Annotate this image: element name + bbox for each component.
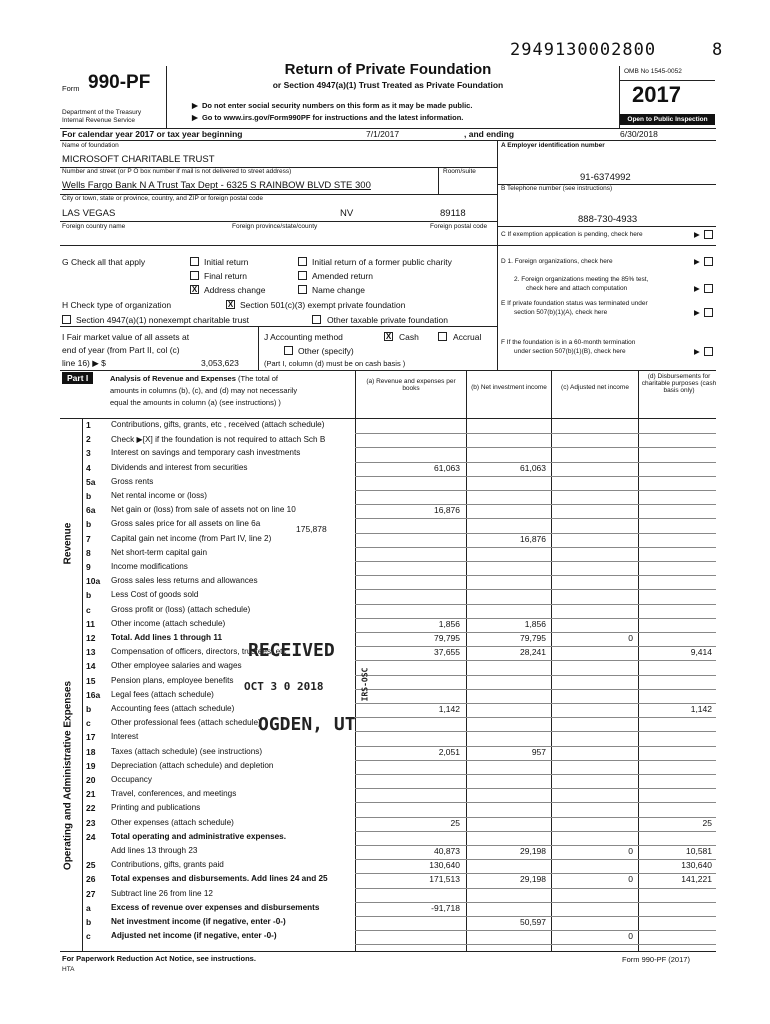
line-col-d-value: 1,142 [690, 704, 712, 714]
exemption-pending-label: C If exemption application is pending, check here [501, 231, 643, 238]
line-col-d-value: 25 [702, 817, 712, 828]
col-c-header: (c) Adjusted net income [561, 384, 629, 391]
foreign-country-label: Foreign country name [62, 223, 126, 230]
dln-suffix: 8 [712, 40, 723, 60]
h-other-checkbox[interactable] [312, 315, 321, 324]
line-number: c [86, 604, 91, 615]
revenue-side-label: Revenue [62, 522, 74, 565]
line-number: 9 [86, 562, 91, 572]
address-change-checkbox[interactable]: X [191, 285, 198, 294]
line-number: 4 [86, 462, 91, 473]
i-line2: end of year (from Part II, col (c) [62, 345, 180, 355]
row-rule [355, 518, 716, 519]
line-number: 15 [86, 675, 96, 686]
line-number: 5a [86, 476, 96, 487]
i-line1: I Fair market value of all assets at [62, 332, 190, 342]
h-501c3-label: Section 501(c)(3) exempt private foundation [240, 300, 406, 310]
line-col-a-value: 1,142 [438, 704, 460, 714]
row-rule [355, 888, 716, 889]
line-label: Check ▶[X] if the foundation is not required to attach Sch B [111, 435, 326, 445]
public-inspection-badge: Open to Public Inspection [620, 114, 715, 125]
row-rule [355, 731, 716, 732]
street-label: Number and street (or P O box number if mail is not delivered to street address) [62, 168, 292, 175]
part1-desc3: equal the amounts in column (a) (see instructions) ) [110, 398, 281, 407]
line-number: 26 [86, 874, 96, 885]
line-col-d-value: 141,221 [681, 874, 712, 885]
line-label: Other professional fees (attach schedule) [111, 718, 261, 728]
d2-checkbox[interactable] [704, 284, 713, 293]
dept-label: Department of the Treasury [62, 109, 142, 116]
row-rule [355, 490, 716, 491]
line-number: b [86, 491, 92, 501]
line-number: 12 [86, 633, 96, 643]
line-number: c [86, 718, 91, 729]
e-label-line1: E If private foundation status was terminated under [501, 300, 648, 307]
line-col-a-value: 37,655 [434, 647, 460, 658]
form-title: Return of Private Foundation [284, 61, 492, 78]
line-number: 24 [86, 831, 96, 842]
exemption-pending-checkbox[interactable] [704, 230, 713, 239]
street-address: Wells Fargo Bank N A Trust Tax Dept - 6325 S RAINBOW BLVD STE 300 [62, 180, 371, 191]
line-number: 2 [86, 434, 91, 445]
row-rule [355, 575, 716, 576]
line-label: Gross sales price for all assets on line 6a [111, 519, 261, 529]
line-col-b-value: 957 [531, 746, 546, 757]
line-number: 1 [86, 420, 91, 430]
row-rule [355, 774, 716, 775]
room-suite-label: Room/suite [443, 168, 476, 175]
h-label: H Check type of organization [62, 300, 172, 310]
line-label: Taxes (attach schedule) (see instructions) [111, 746, 263, 756]
row-rule [355, 447, 716, 448]
col-d-header: (d) Disbursements for charitable purposes (cash basis only) [641, 373, 717, 394]
row-rule [355, 604, 716, 605]
goto-notice: ▶ Go to www.irs.gov/Form990PF for instructions and the latest information. [192, 113, 464, 122]
arrow-icon: ▶ [694, 347, 700, 356]
arrow-icon: ▶ [694, 230, 700, 239]
line-label: Interest on savings and temporary cash investments [111, 448, 301, 458]
line-label: Compensation of officers, directors, trustees, etc [111, 647, 287, 657]
line-number: 10a [86, 576, 101, 587]
line-col-a-value: -91,718 [431, 902, 460, 913]
line-col-d-value: 130,640 [681, 860, 712, 871]
line-label: Net rental income or (loss) [111, 491, 208, 500]
line-label: Accounting fees (attach schedule) [111, 704, 235, 713]
line-col-b-value: 79,795 [520, 633, 546, 643]
line-col-b-value: 50,597 [520, 917, 546, 927]
d1-label: D 1. Foreign organizations, check here [501, 258, 613, 265]
initial-former-checkbox[interactable] [298, 257, 307, 266]
line-col-a-value: 1,856 [438, 618, 460, 629]
line-number: 14 [86, 661, 96, 672]
line-col-c-value: 0 [628, 874, 633, 885]
accrual-label: Accrual [453, 332, 482, 342]
row-rule [355, 930, 716, 931]
amended-return-label: Amended return [312, 271, 373, 281]
line-label: Contributions, gifts, grants paid [111, 860, 224, 870]
row-rule [355, 689, 716, 690]
f-label-line1: F If the foundation is in a 60-month termination [501, 339, 636, 346]
line-label: Add lines 13 through 23 [111, 846, 198, 855]
line-label: Gross rents [111, 476, 154, 486]
line-col-c-value: 0 [628, 846, 633, 856]
line-label: Net gain or (loss) from sale of assets not on line 10 [111, 505, 296, 515]
line-number: 27 [86, 888, 96, 899]
line-label: Total. Add lines 1 through 11 [111, 633, 222, 642]
line-number: c [86, 931, 91, 942]
irs-label: Internal Revenue Service [62, 117, 135, 124]
amended-return-checkbox[interactable] [298, 271, 307, 280]
arrow-icon: ▶ [694, 308, 700, 317]
address-change-label: Address change [204, 285, 266, 295]
calendar-year-label: For calendar year 2017 or tax year beginning [62, 129, 243, 139]
col-b-header: (b) Net investment income [471, 384, 547, 391]
cash-basis-note: (Part I, column (d) must be on cash basis ) [264, 359, 406, 368]
final-return-label: Final return [204, 271, 247, 281]
tax-year-end: 6/30/2018 [620, 129, 658, 139]
d2-label-line2: check here and attach computation [526, 285, 628, 292]
city-label: City or town, state or province, country, and ZIP or foreign postal code [62, 195, 263, 202]
part1-desc2: amounts in columns (b), (c), and (d) may not necessarily [110, 386, 298, 395]
line-col-a-value: 16,876 [434, 505, 460, 516]
line-col-c-value: 0 [628, 931, 633, 942]
line-number: 3 [86, 448, 91, 459]
line-number: 18 [86, 746, 96, 757]
ein-value: 91-6374992 [580, 172, 631, 183]
row-rule [355, 476, 716, 477]
ein-label: A Employer identification number [501, 142, 605, 149]
form-number: 990-PF [88, 72, 151, 93]
line-number: b [86, 519, 92, 530]
cash-label: Cash [399, 332, 419, 342]
h-4947-checkbox[interactable] [62, 315, 71, 324]
part1-title: Analysis of Revenue and Expenses (The total of [110, 374, 279, 383]
col-a-header: (a) Revenue and expenses per books [366, 378, 456, 392]
fmv-assets-value: 3,053,623 [201, 358, 239, 368]
city: LAS VEGAS [62, 208, 116, 219]
line-number: 19 [86, 760, 96, 771]
zip-code: 89118 [440, 208, 466, 219]
omb-number: OMB No 1545-0052 [624, 68, 682, 75]
line-label: Capital gain net income (from Part IV, line 2) [111, 533, 272, 543]
line-number: 25 [86, 860, 96, 871]
line-col-a-value: 61,063 [434, 462, 460, 473]
line-label: Travel, conferences, and meetings [111, 789, 237, 799]
e-checkbox[interactable] [704, 308, 713, 317]
name-change-label: Name change [312, 285, 365, 295]
line-col-a-value: 130,640 [429, 860, 460, 871]
line-col-b-value: 16,876 [520, 533, 546, 544]
line-col-a-value: 40,873 [434, 846, 460, 856]
initial-return-label: Initial return [204, 257, 249, 267]
line-col-a-value: 25 [450, 817, 460, 828]
line-number: b [86, 917, 92, 927]
foundation-name-label: Name of foundation [62, 142, 119, 149]
line-number: b [86, 590, 92, 601]
line-label: Total expenses and disbursements. Add lines 24 and 25 [111, 874, 328, 884]
phone-label: B Telephone number (see instructions) [501, 185, 613, 192]
line-number: 21 [86, 789, 96, 800]
line-number: 22 [86, 803, 96, 814]
line-label: Legal fees (attach schedule) [111, 689, 214, 699]
arrow-icon: ▶ [694, 257, 700, 266]
line-label: Other expenses (attach schedule) [111, 817, 234, 827]
line-label: Contributions, gifts, grants, etc , received (attach schedule) [111, 420, 325, 429]
line-label: Net short-term capital gain [111, 547, 208, 557]
tax-year-begin: 7/1/2017 [366, 129, 400, 139]
tax-year: 2017 [632, 82, 681, 107]
state: NV [340, 208, 354, 219]
line-col-a-value: 171,513 [429, 874, 460, 885]
foreign-postal-label: Foreign postal code [430, 223, 488, 230]
line-number: 16a [86, 689, 101, 700]
name-change-checkbox[interactable] [298, 285, 307, 294]
row-rule [355, 504, 716, 505]
line-label: Other employee salaries and wages [111, 661, 242, 671]
line-label: Net investment income (if negative, enter -0-) [111, 917, 286, 926]
line-number: 8 [86, 547, 91, 558]
expenses-side-label: Operating and Administrative Expenses [62, 680, 74, 871]
accrual-checkbox[interactable] [438, 332, 447, 341]
i-line3: line 16) ▶ $ [62, 358, 106, 368]
line-col-b-value: 29,198 [520, 846, 546, 856]
line-label: Gross sales less returns and allowances [111, 576, 258, 586]
foundation-name: MICROSOFT CHARITABLE TRUST [62, 154, 215, 165]
other-method-checkbox[interactable] [284, 346, 293, 355]
line-col-d-value: 9,414 [690, 647, 712, 658]
line-label: Less Cost of goods sold [111, 590, 199, 600]
line-number: b [86, 704, 92, 714]
line-label: Total operating and administrative expenses. [111, 831, 287, 841]
phone-value: 888-730-4933 [578, 214, 638, 225]
row-rule [355, 831, 716, 832]
arrow-icon: ▶ [694, 284, 700, 293]
row-rule [355, 561, 716, 562]
j-label: J Accounting method [264, 332, 343, 342]
line-label: Dividends and interest from securities [111, 462, 248, 472]
form-subtitle: or Section 4947(a)(1) Trust Treated as Private Foundation [272, 80, 504, 90]
row-rule [355, 944, 716, 945]
f-label-line2: under section 507(b)(1)(B), check here [514, 348, 626, 355]
part1-tag: Part I [62, 372, 93, 384]
line-number: 6a [86, 505, 96, 516]
row-rule [355, 859, 716, 860]
e-label-line2: section 507(b)(1)(A), check here [514, 309, 608, 316]
h-other-label: Other taxable private foundation [327, 315, 448, 325]
line-label: Subtract line 26 from line 12 [111, 888, 213, 898]
line-label: Gross profit or (loss) (attach schedule) [111, 604, 251, 614]
h-4947-label: Section 4947(a)(1) nonexempt charitable trust [76, 315, 249, 325]
h-501c3-checkbox[interactable]: X [227, 300, 234, 309]
line-label: Interest [111, 732, 139, 742]
row-rule [355, 902, 716, 903]
row-rule [355, 433, 716, 434]
row-rule [355, 547, 716, 548]
line-label: Income modifications [111, 562, 188, 571]
row-rule [355, 788, 716, 789]
line-col-b-value: 61,063 [520, 462, 546, 473]
line-col-a-value: 2,051 [438, 746, 460, 757]
line-number: 7 [86, 533, 91, 544]
row-rule [355, 660, 716, 661]
initial-former-label: Initial return of a former public charity [312, 257, 452, 267]
received-stamp-side: IRS-OSC [360, 667, 370, 702]
line-number: 17 [86, 732, 96, 743]
d1-checkbox[interactable] [704, 257, 713, 266]
line6b-gross-sales-value: 175,878 [296, 524, 327, 534]
ssn-notice: ▶ Do not enter social security numbers on this form as it may be made public. [192, 101, 473, 110]
final-return-checkbox[interactable] [190, 271, 199, 280]
line-col-a-value: 79,795 [434, 633, 460, 643]
row-rule [355, 717, 716, 718]
line-col-c-value: 0 [628, 633, 633, 643]
row-rule [355, 802, 716, 803]
line-label: Other income (attach schedule) [111, 618, 226, 628]
line-col-b-value: 29,198 [520, 874, 546, 885]
line-number: a [86, 902, 91, 913]
footer-code: HTA [62, 966, 75, 973]
footer-form-label: Form 990-PF (2017) [622, 955, 690, 964]
f-checkbox[interactable] [704, 347, 713, 356]
d2-label-line1: 2. Foreign organizations meeting the 85% test, [514, 276, 649, 283]
row-rule [355, 760, 716, 761]
line-number: 23 [86, 817, 96, 828]
row-rule [355, 675, 716, 676]
line-label: Printing and publications [111, 803, 201, 813]
line-label: Excess of revenue over expenses and disbursements [111, 902, 320, 912]
g-label: G Check all that apply [62, 257, 146, 267]
dln-number: 2949130002800 [510, 40, 657, 60]
row-rule [355, 817, 716, 818]
initial-return-checkbox[interactable] [190, 257, 199, 266]
line-label: Pension plans, employee benefits [111, 675, 234, 685]
line-number: 20 [86, 775, 96, 785]
line-number: 13 [86, 647, 96, 658]
line-label: Occupancy [111, 775, 152, 784]
footer-paperwork-notice: For Paperwork Reduction Act Notice, see instructions. [62, 954, 256, 963]
received-stamp-city: OGDEN, UT [258, 714, 356, 735]
line-col-d-value: 10,581 [686, 846, 712, 856]
received-stamp-date: OCT 3 0 2018 [244, 680, 324, 693]
row-rule [355, 589, 716, 590]
line-col-b-value: 1,856 [524, 618, 546, 629]
line-label: Adjusted net income (if negative, enter -0-) [111, 931, 277, 941]
foreign-province-label: Foreign province/state/county [232, 223, 318, 230]
and-ending-label: , and ending [464, 129, 515, 139]
row-rule [355, 703, 716, 704]
form-prefix: Form [62, 84, 80, 93]
other-method-label: Other (specify) [298, 346, 354, 356]
line-col-b-value: 28,241 [520, 647, 546, 658]
line-label: Depreciation (attach schedule) and depletion [111, 760, 274, 770]
cash-checkbox[interactable]: X [385, 332, 392, 341]
received-stamp: RECEIVED [248, 640, 335, 661]
line-number: 11 [86, 618, 95, 629]
